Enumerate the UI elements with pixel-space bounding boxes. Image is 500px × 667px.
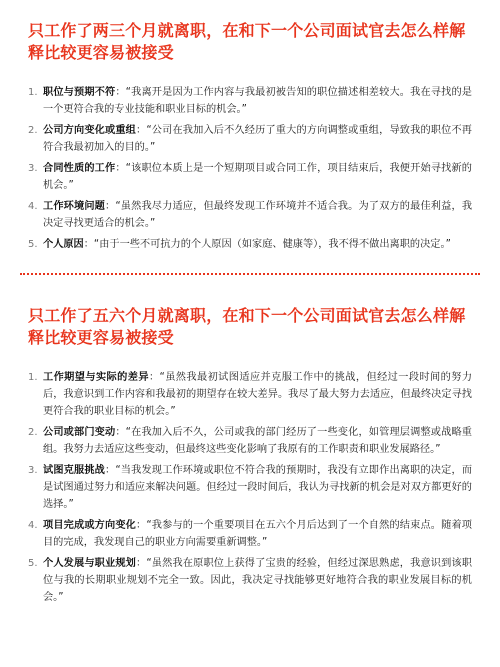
section-title: 只工作了五六个月就离职，在和下一个公司面试官去怎么样解释比较更容易被接受 [28, 306, 466, 347]
item-text: ：“当我发现工作环境或职位不符合我的预期时，我没有立即作出离职的决定，而是试图通过努力和适应来解决问题。但经过一段时间后，我认为寻找新的机会是对双方都更好的选择。” [43, 465, 473, 510]
dotted-divider [20, 273, 480, 275]
item-number: 4. [28, 201, 38, 212]
item-text: ：“虽然我尽力适应，但最终发现工作环境并不适合我。为了双方的最佳利益，我决定寻找更适合的机会。” [43, 201, 473, 229]
list-item [28, 555, 472, 606]
item-text: ：“在我加入后不久，公司或我的部门经历了一些变化，如管理层调整或战略重组。我努力去适应这些变动，但最终这些变化影响了我原有的工作职责和职业发展路径。” [43, 427, 472, 455]
item-label: 工作环境问题 [43, 201, 106, 212]
reason-list [28, 369, 472, 606]
item-text: ：“虽然我在原职位上获得了宝贵的经验，但经过深思熟虑，我意识到该职位与我的长期职业规划不完全一致。因此，我决定寻找能够更好地符合我的职业发展目标的机会。” [43, 558, 472, 603]
section-title: 只工作了两三个月就离职，在和下一个公司面试官去怎么样解释比较更容易被接受 [28, 21, 466, 62]
item-label: 个人原因 [43, 239, 84, 250]
section-short-tenure [0, 20, 500, 257]
item-text: ：“虽然我最初试图适应并克服工作中的挑战，但经过一段时间的努力后，我意识到工作内容和我最初的期望存在较大差异。我尽了最大努力去适应，但最终决定寻找更符合我的职业目标的机会。” [43, 372, 473, 417]
list-item [28, 517, 472, 551]
item-number: 5. [28, 558, 38, 569]
list-item [28, 122, 472, 156]
item-text: ：“该职位本质上是一个短期项目或合同工作，项目结束后，我便开始寻找新的机会。” [43, 163, 472, 191]
list-item [28, 462, 472, 513]
list-item [28, 236, 472, 253]
item-label: 个人发展与职业规划 [43, 558, 137, 569]
item-text: ：“公司在我加入后不久经历了重大的方向调整或重组，导致我的职位不再符合我最初加入的目的。” [43, 125, 472, 153]
item-number: 3. [28, 465, 38, 476]
item-label: 项目完成或方向变化 [43, 520, 137, 531]
item-label: 职位与预期不符 [43, 87, 116, 98]
item-label: 试图克服挑战 [43, 465, 106, 476]
list-item [28, 84, 472, 118]
item-text: ：“由于一些不可抗力的个人原因（如家庭、健康等），我不得不做出离职的决定。” [83, 239, 451, 250]
list-item [28, 198, 472, 232]
section-medium-tenure [0, 305, 500, 610]
item-number: 3. [28, 163, 38, 174]
item-number: 5. [28, 239, 38, 250]
reason-list [28, 84, 472, 253]
list-item [28, 160, 472, 194]
list-item [28, 369, 472, 420]
item-label: 公司方向变化或重组 [43, 125, 137, 136]
item-number: 1. [28, 372, 38, 383]
item-number: 2. [28, 125, 38, 136]
item-text: ：“我参与的一个重要项目在五六个月后达到了一个自然的结束点。随着项目的完成，我发现自己的职业方向需要重新调整。” [43, 520, 472, 548]
item-number: 1. [28, 87, 38, 98]
list-item [28, 424, 472, 458]
item-label: 合同性质的工作 [43, 163, 116, 174]
item-text: ：“我离开是因为工作内容与我最初被告知的职位描述相差较大。我在寻找的是一个更符合我的专业技能和职业目标的机会。” [43, 87, 472, 115]
item-label: 工作期望与实际的差异 [43, 372, 149, 383]
item-number: 2. [28, 427, 38, 438]
item-label: 公司或部门变动 [43, 427, 116, 438]
item-number: 4. [28, 520, 38, 531]
